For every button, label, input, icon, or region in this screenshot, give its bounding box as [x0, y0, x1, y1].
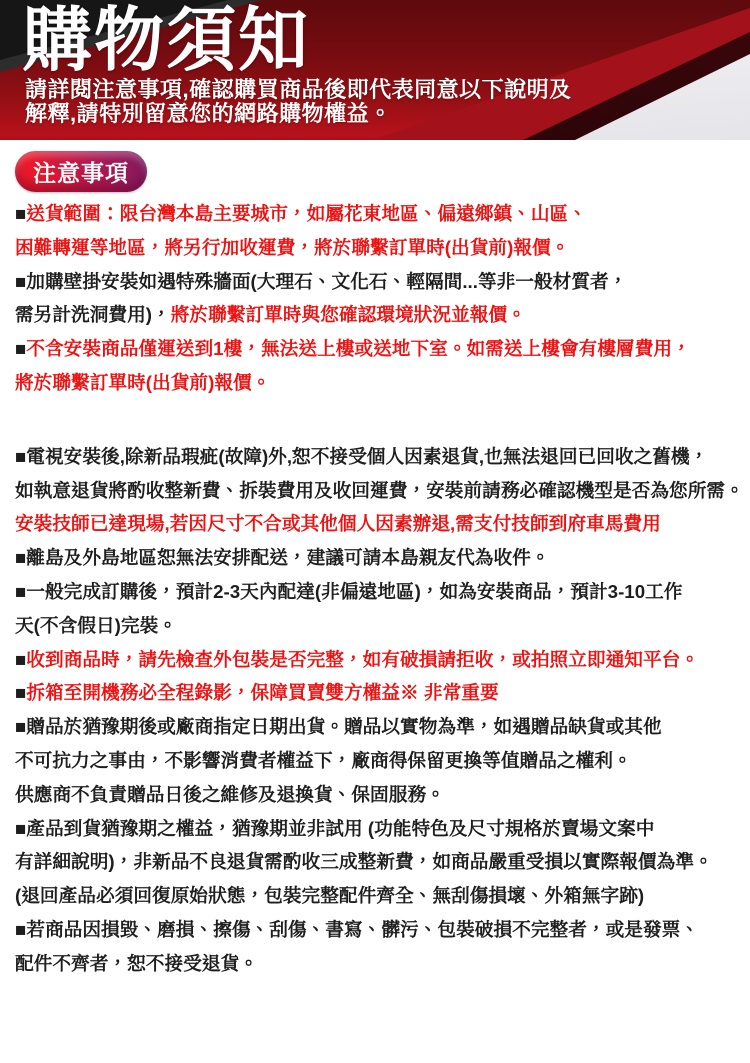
- notice-text-segment: 收到商品時，請先檢查外包裝是否完整，如有破損請拒收，或拍照立即通知平台。: [26, 648, 700, 670]
- notice-text-segment: ■一般完成訂購後，預計2-3天內配達(非偏遠地區)，如為安裝商品，預計3-10工作: [15, 580, 683, 602]
- notice-text-segment: 困難轉運等地區，將另行加收運費，將於聯繫訂單時(出貨前)報價。: [15, 236, 570, 258]
- banner-subtitle-line-1: 請詳閱注意事項,確認購買商品後即代表同意以下說明及: [25, 77, 572, 102]
- attention-badge: 注意事項: [15, 151, 147, 192]
- notice-line: [15, 366, 742, 400]
- notice-text-segment: 將於聯繫訂單時(出貨前)報價。: [15, 371, 271, 393]
- notice-line: [15, 744, 742, 778]
- notice-text-segment: 配件不齊者，恕不接受退貨。: [15, 952, 258, 974]
- notice-line: [15, 947, 742, 981]
- notice-line: [15, 474, 742, 508]
- page-title: 購物須知: [22, 1, 310, 79]
- notice-line: [15, 197, 742, 231]
- notice-text-segment: ■: [15, 682, 27, 704]
- notice-line: [15, 298, 742, 332]
- notice-text-segment: 不可抗力之事由，不影響消費者權益下，廠商得保留更換等值贈品之權利。: [15, 749, 632, 771]
- notice-line: [15, 778, 742, 812]
- notice-text-segment: 有詳細說明)，非新品不良退貨需酌收三成整新費，如商品嚴重受損以實際報價為準。: [15, 851, 713, 873]
- notice-line: [15, 265, 742, 299]
- notice-text-segment: 如執意退貨將酌收整新費、拆裝費用及收回運費，安裝前請務必確認機型是否為您所需。: [15, 479, 744, 501]
- notice-text-segment: ■加購壁掛安裝如遇特殊牆面(大理石、文化石、輕隔間...等非一般材質者，: [15, 270, 628, 292]
- header-banner: [0, 0, 750, 140]
- notice-line: [15, 332, 742, 366]
- notice-text-segment: ■: [15, 648, 27, 670]
- notice-text-segment: 將於聯繫訂單時與您確認環境狀況並報價。: [170, 304, 526, 326]
- notice-text-segment: 拆箱至開機務必全程錄影，保障買賣雙方權益※ 非常重要: [26, 682, 499, 704]
- notice-line: [15, 609, 742, 643]
- notice-text-segment: 送貨範圍：限台灣本島主要城市，如屬花東地區、偏遠鄉鎮、山區、: [26, 203, 587, 224]
- notice-text-segment: 不含安裝商品僅運送到1樓，無法送上樓或送地下室。如需送上樓會有樓層費用，: [26, 338, 691, 360]
- banner-subtitle: [25, 78, 572, 126]
- notice-text-segment: ■贈品於猶豫期後或廠商指定日期出貨。贈品以實物為準，如遇贈品缺貨或其他: [15, 716, 662, 738]
- notice-line: [15, 879, 742, 913]
- notice-text-segment: 安裝技師已達現場,若因尺寸不合或其他個人因素辦退,需支付技師到府車馬費用: [15, 513, 661, 535]
- notice-line: [15, 231, 742, 265]
- notice-line: [15, 845, 742, 879]
- notice-line: [15, 507, 742, 541]
- notice-text-block: [0, 197, 750, 981]
- notice-text-segment: ■: [15, 203, 27, 224]
- notice-line: [15, 643, 742, 677]
- notice-text-segment: (退回產品必須回復原始狀態，包裝完整配件齊全、無刮傷損壞、外箱無字跡): [15, 885, 645, 907]
- notice-text-segment: 供應商不負責贈品日後之維修及退換貨、保固服務。: [15, 783, 445, 805]
- notice-line: [15, 440, 742, 474]
- notice-line: [15, 676, 742, 710]
- notice-line: [15, 575, 742, 609]
- notice-text-segment: ■產品到貨猶豫期之權益，猶豫期並非試用 (功能特色及尺寸規格於賣場文案中: [15, 817, 655, 839]
- notice-text-segment: ■離島及外島地區恕無法安排配送，建議可請本島親友代為收件。: [15, 547, 550, 569]
- notice-line: [15, 913, 742, 947]
- notice-line: [15, 710, 742, 744]
- notice-text-segment: 需另計洗洞費用)，: [15, 304, 171, 326]
- notice-text-segment: ■若商品因損毀、磨損、擦傷、刮傷、書寫、髒污、包裝破損不完整者，或是發票、: [15, 918, 700, 940]
- banner-subtitle-line-2: 解釋,請特別留意您的網路購物權益。: [25, 101, 392, 126]
- notice-text-segment: ■電視安裝後,除新品瑕疵(故障)外,恕不接受個人因素退貨,也無法退回已回收之舊機，: [15, 445, 709, 467]
- notice-line: [15, 541, 742, 575]
- notice-text-segment: ■: [15, 338, 27, 360]
- notice-line: [15, 812, 742, 846]
- notice-text-segment: 天(不含假日)完裝。: [15, 614, 177, 636]
